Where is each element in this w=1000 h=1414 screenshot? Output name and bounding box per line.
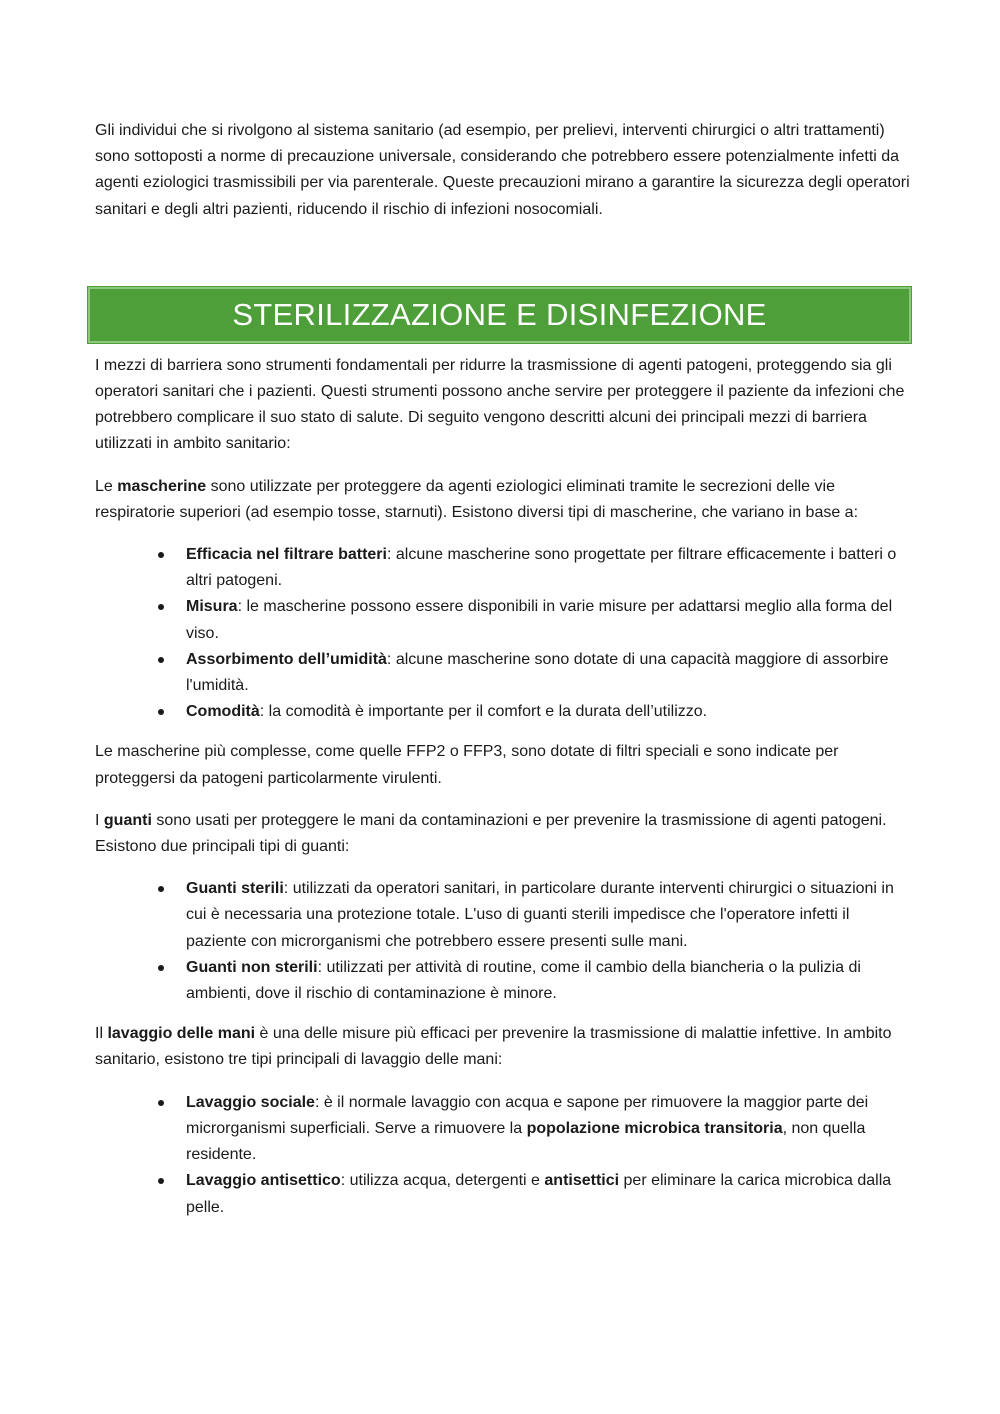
list-item bbox=[186, 699, 910, 725]
list-item-bold: antisettici bbox=[544, 1172, 620, 1190]
list-item-term: Lavaggio sociale bbox=[186, 1093, 315, 1111]
list-item bbox=[186, 594, 910, 646]
list-item-term: Guanti non sterili bbox=[186, 958, 318, 976]
document-page bbox=[95, 118, 910, 1235]
list-item bbox=[186, 1168, 910, 1220]
intro-paragraph: Gli individui che si rivolgono al sistema sanitario (ad esempio, per prelievi, interventi chirurgici o altri trattamenti) sono sottoposti a norme di precauzione universale, considerando che potrebbero essere potenzialmente infetti da agenti eziologici trasmissibili per via parenterale. Queste precauzioni mirano a garantire la sicurezza degli operatori sanitari e degli altri pazienti, riducendo il rischio di infezioni nosocomiali. bbox=[95, 122, 910, 218]
list-item bbox=[186, 955, 910, 1007]
list-item-term: Guanti sterili bbox=[186, 880, 284, 898]
list-item-text: : le mascherine possono essere disponibili in varie misure per adattarsi meglio alla forma del viso. bbox=[186, 598, 893, 642]
list-item-term: Misura bbox=[186, 598, 238, 616]
list-item-term: Lavaggio antisettico bbox=[186, 1172, 341, 1190]
list-item-text: : utilizza acqua, detergenti e bbox=[340, 1172, 545, 1190]
handwash-post: è una delle misure più efficaci per prevenire la trasmissione di malattie infettive. In ambito sanitario, esistono tre tipi principali di lavaggio delle mani: bbox=[95, 1025, 892, 1069]
gloves-term: guanti bbox=[103, 811, 152, 829]
list-item bbox=[186, 1090, 910, 1169]
list-item bbox=[186, 647, 910, 699]
masks-paragraph bbox=[95, 474, 910, 526]
list-item-text: : utilizzati per attività di routine, come il cambio della biancheria o la pulizia di ambienti, dove il rischio di contaminazione è minore. bbox=[186, 958, 861, 1003]
handwash-paragraph bbox=[95, 1021, 910, 1073]
list-item-term: Assorbimento dell’umidità bbox=[186, 650, 387, 668]
list-item-text: : la comodità è importante per il comfort e la durata dell’utilizzo. bbox=[259, 703, 708, 721]
section-banner bbox=[88, 287, 911, 343]
list-item-text: per eliminare la carica microbica dalla pelle. bbox=[186, 1172, 892, 1216]
masks-post: sono utilizzate per proteggere da agenti eziologici eliminati tramite le secrezioni delle vie respiratorie superiori (ad esempio tosse, starnuti). Esistono diversi tipi di mascherine, che variano in base a: bbox=[95, 477, 859, 521]
masks-note-paragraph: Le mascherine più complesse, come quelle FFP2 o FFP3, sono dotate di filtri speciali e sono indicate per proteggersi da patogeni particolarmente virulenti. bbox=[95, 743, 839, 787]
list-item-text: : alcune mascherine sono progettate per filtrare efficacemente i batteri o altri patogeni. bbox=[186, 546, 897, 590]
list-item-bold: popolazione microbica transitoria bbox=[526, 1119, 783, 1137]
handwash-list bbox=[95, 1090, 910, 1221]
masks-list bbox=[95, 542, 910, 725]
list-item-text: : alcune mascherine sono dotate di una capacità maggiore di assorbire l'umidità. bbox=[186, 650, 889, 695]
gloves-list bbox=[95, 876, 910, 1007]
masks-term: mascherine bbox=[117, 477, 207, 495]
section-title: STERILIZZAZIONE E DISINFEZIONE bbox=[232, 296, 767, 332]
list-item-term: Comodità bbox=[186, 703, 260, 721]
barrier-intro-paragraph: I mezzi di barriera sono strumenti fondamentali per ridurre la trasmissione di agenti patogeni, proteggendo sia gli operatori sanitari che i pazienti. Questi strumenti possono anche servire per proteggere il paziente da infezioni che potrebbero complicare il suo stato di salute. Di seguito vengono descritti alcuni dei principali mezzi di barriera utilizzati in ambito sanitario: bbox=[95, 356, 905, 453]
list-item-text: , non quella residente. bbox=[186, 1119, 866, 1164]
list-item bbox=[186, 876, 910, 955]
list-item bbox=[186, 542, 910, 594]
list-item-term: Efficacia nel filtrare batteri bbox=[186, 546, 387, 564]
list-item-text: : utilizzati da operatori sanitari, in particolare durante interventi chirurgici o situazioni in cui è necessaria una protezione totale. L'uso di guanti sterili impedisce che l'operatore infetti il paziente con microrganismi che potrebbero essere presenti sulle mani. bbox=[186, 880, 894, 950]
gloves-pre: I bbox=[95, 811, 104, 829]
list-item-text: : è il normale lavaggio con acqua e sapone per rimuovere la maggior parte dei microrganismi superficiali. Serve a rimuovere la bbox=[186, 1093, 869, 1137]
masks-pre: Le bbox=[95, 477, 118, 495]
handwash-term: lavaggio delle mani bbox=[107, 1025, 256, 1043]
gloves-post: sono usati per proteggere le mani da contaminazioni e per prevenire la trasmissione di agenti patogeni. Esistono due principali tipi di guanti: bbox=[95, 811, 887, 856]
gloves-paragraph bbox=[95, 808, 910, 860]
handwash-pre: Il bbox=[95, 1025, 108, 1043]
